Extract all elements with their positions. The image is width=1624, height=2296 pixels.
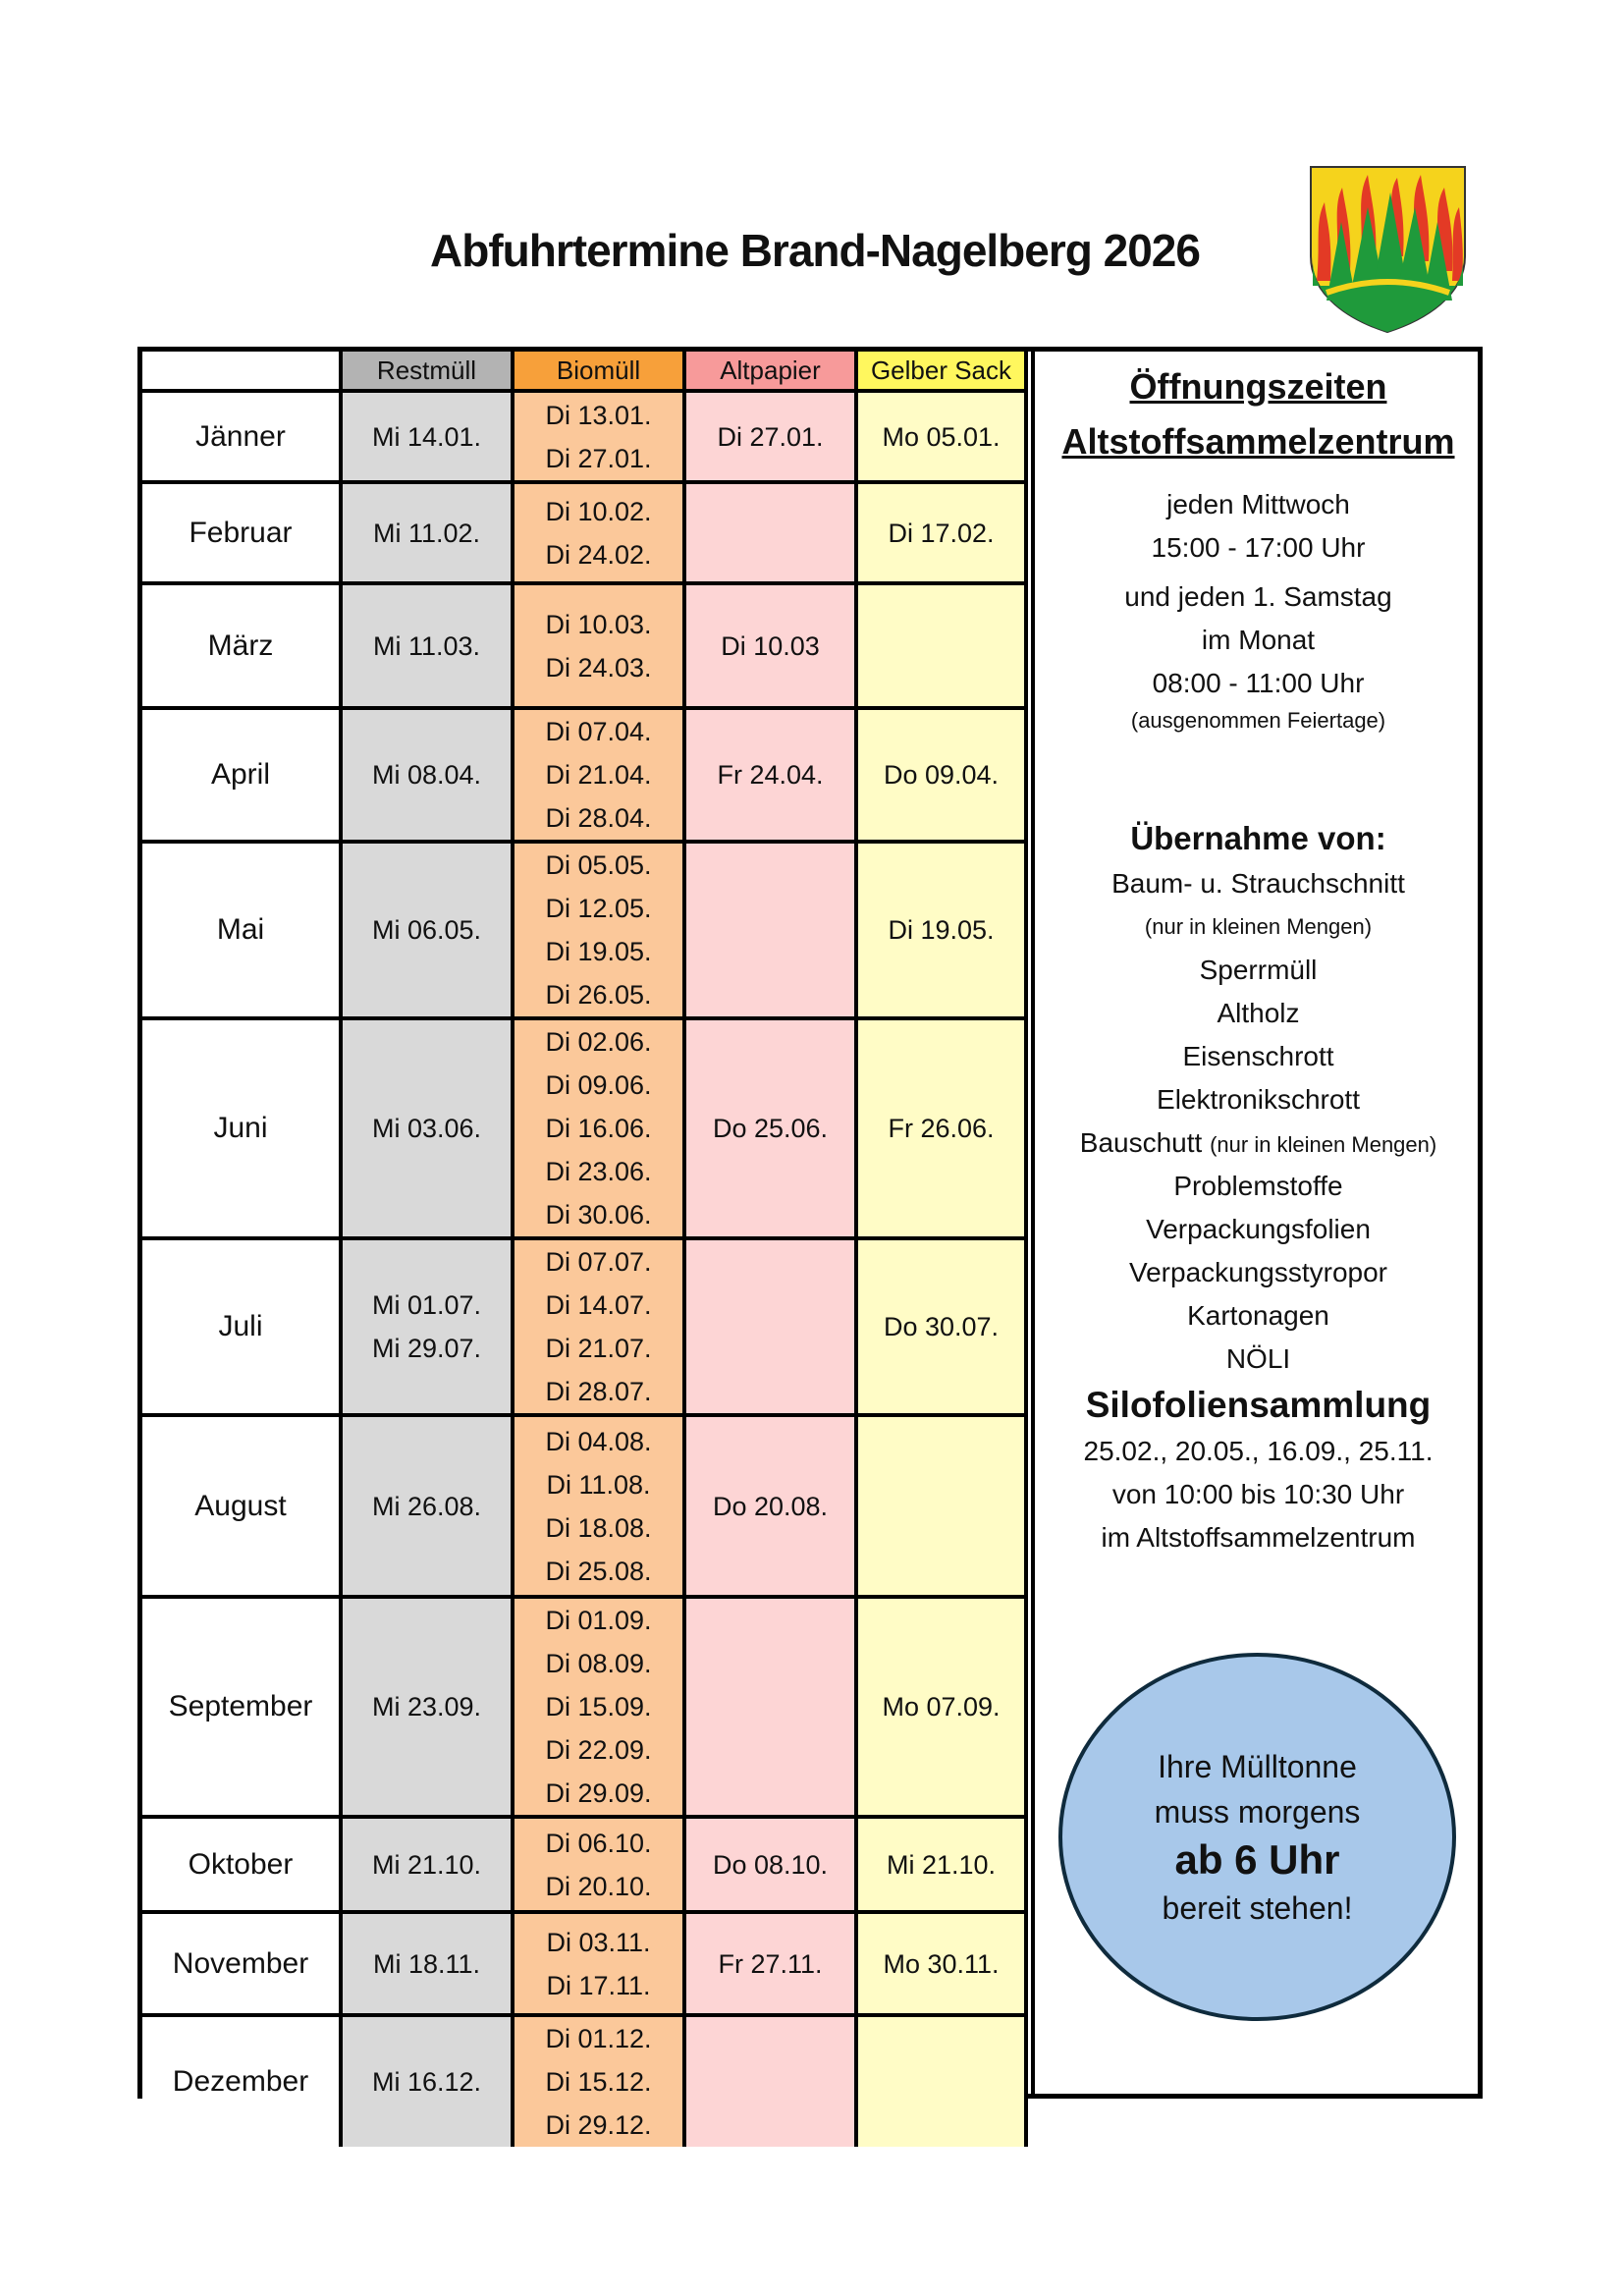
pickup-date: Mo 05.01. (882, 421, 1001, 452)
gelber-sack-cell (856, 1238, 1026, 1415)
acceptance-item: Bauschutt (nur in kleinen Mengen) (1079, 1127, 1437, 1158)
biomuell-cell (513, 708, 684, 842)
hours-line: und jeden 1. Samstag (1124, 581, 1392, 612)
table-row (142, 1817, 1026, 1912)
biomuell-cell (513, 391, 684, 482)
pickup-date: Di 29.12. (545, 2110, 652, 2140)
biomuell-cell (513, 1018, 684, 1238)
biomuell-cell (513, 1912, 684, 2015)
altpapier-cell (684, 1817, 856, 1912)
pickup-date: Di 01.12. (545, 2024, 652, 2053)
biomuell-cell (513, 482, 684, 583)
header-biomuell: Biomüll (513, 352, 684, 391)
month-cell: April (142, 708, 341, 842)
pickup-date: Di 05.05. (545, 850, 652, 880)
pickup-date: Di 19.05. (545, 937, 652, 966)
biomuell-cell (513, 842, 684, 1018)
restmuell-cell (341, 482, 513, 583)
notice-line: bereit stehen! (1162, 1889, 1353, 1926)
gelber-sack-cell (856, 482, 1026, 583)
restmuell-cell (341, 583, 513, 708)
header-restmuell: Restmüll (341, 352, 513, 391)
acceptance-item: Baum- u. Strauchschnitt (1111, 868, 1405, 899)
hours-line: jeden Mittwoch (1166, 489, 1350, 519)
pickup-date: Di 06.10. (545, 1828, 652, 1858)
altpapier-cell (684, 1912, 856, 2015)
collection-schedule-table (142, 352, 1028, 2147)
hours-note: (ausgenommen Feiertage) (1130, 708, 1386, 733)
acceptance-item: Eisenschrott (1182, 1041, 1334, 1071)
pickup-date: Di 09.06. (545, 1070, 652, 1100)
pickup-date: Mi 21.10. (886, 1849, 997, 1880)
silo-location: im Altstoffsammelzentrum (1101, 1522, 1416, 1553)
acceptance-note: (nur in kleinen Mengen) (1144, 914, 1373, 939)
pickup-date: Di 10.03 (721, 630, 820, 661)
table-row (142, 708, 1026, 842)
acceptance-item: Verpackungsstyropor (1128, 1257, 1388, 1287)
altpapier-cell (684, 1018, 856, 1238)
notice-line: muss morgens (1154, 1793, 1361, 1830)
pickup-date: Di 21.04. (545, 760, 652, 790)
table-row (142, 1238, 1026, 1415)
gelber-sack-cell (856, 1018, 1026, 1238)
pickup-date: Di 02.06. (545, 1027, 652, 1057)
pickup-date: Mi 11.02. (372, 518, 481, 548)
pickup-date: Di 26.05. (545, 980, 652, 1010)
month-cell: Februar (142, 482, 341, 583)
pickup-date: Do 25.06. (712, 1114, 829, 1143)
notice-line: Ihre Mülltonne (1158, 1748, 1357, 1784)
month-cell: Juni (142, 1018, 341, 1238)
month-cell: September (142, 1597, 341, 1817)
pickup-date: Mi 06.05. (371, 915, 482, 945)
altpapier-cell (684, 583, 856, 708)
pickup-date: Di 28.04. (545, 803, 652, 833)
table-row (142, 1415, 1026, 1597)
opening-hours-heading: Öffnungszeiten (1129, 366, 1387, 407)
acceptance-item: Elektronikschrott (1157, 1084, 1360, 1115)
gelber-sack-cell (856, 1415, 1026, 1597)
pickup-date: Do 08.10. (712, 1849, 829, 1880)
restmuell-cell (341, 391, 513, 482)
pickup-date: Mo 30.11. (883, 1948, 1000, 1979)
pickup-date: Mi 29.07. (371, 1334, 482, 1363)
acceptance-item: NÖLI (1225, 1343, 1291, 1374)
pickup-date: Di 28.07. (545, 1377, 652, 1406)
month-cell: Dezember (142, 2015, 341, 2147)
notice-circle (1058, 1653, 1456, 2021)
pickup-date: Di 16.06. (545, 1114, 652, 1143)
hours-line: 15:00 - 17:00 Uhr (1151, 532, 1366, 563)
altpapier-cell (684, 2015, 856, 2147)
pickup-date: Mi 16.12. (371, 2067, 482, 2097)
gelber-sack-cell (856, 1912, 1026, 2015)
biomuell-cell (513, 1817, 684, 1912)
pickup-date: Di 17.11. (546, 1970, 651, 2000)
pickup-date: Mi 26.08. (371, 1491, 482, 1521)
pickup-date: Di 07.07. (545, 1247, 652, 1277)
pickup-date: Di 27.01. (717, 421, 824, 452)
silo-heading: Silofoliensammlung (1085, 1385, 1432, 1425)
gelber-sack-cell (856, 1597, 1026, 1817)
month-cell: Jänner (142, 391, 341, 482)
gelber-sack-cell (856, 2015, 1026, 2147)
pickup-date: Di 15.12. (545, 2067, 652, 2097)
gelber-sack-cell (856, 391, 1026, 482)
restmuell-cell (341, 1817, 513, 1912)
altpapier-cell (684, 1238, 856, 1415)
restmuell-cell (341, 1912, 513, 2015)
altpapier-cell (684, 1415, 856, 1597)
acceptance-item: Altholz (1217, 998, 1300, 1028)
pickup-date: Di 12.05. (545, 894, 652, 923)
pickup-date: Di 22.09. (545, 1735, 652, 1765)
altpapier-cell (684, 708, 856, 842)
restmuell-cell (341, 1018, 513, 1238)
altpapier-cell (684, 1597, 856, 1817)
pickup-date: Di 17.02. (888, 518, 995, 548)
acceptance-item: Kartonagen (1187, 1300, 1329, 1331)
pickup-date: Di 03.11. (546, 1927, 651, 1957)
table-row (142, 583, 1026, 708)
pickup-date: Di 24.02. (545, 539, 652, 570)
pickup-date: Mi 03.06. (371, 1114, 482, 1143)
restmuell-cell (341, 1415, 513, 1597)
pickup-date: Di 29.09. (545, 1778, 652, 1808)
table-row (142, 842, 1026, 1018)
biomuell-cell (513, 1597, 684, 1817)
pickup-date: Mi 14.01. (371, 421, 482, 452)
month-cell: Oktober (142, 1817, 341, 1912)
silo-time: von 10:00 bis 10:30 Uhr (1111, 1479, 1405, 1509)
gelber-sack-cell (856, 583, 1026, 708)
gelber-sack-cell (856, 842, 1026, 1018)
pickup-date: Di 10.02. (545, 496, 652, 526)
month-cell: August (142, 1415, 341, 1597)
restmuell-cell (341, 2015, 513, 2147)
pickup-date: Mi 23.09. (371, 1692, 482, 1722)
pickup-date: Di 18.08. (545, 1512, 652, 1543)
restmuell-cell (341, 1238, 513, 1415)
table-row (142, 1912, 1026, 2015)
pickup-date: Di 27.01. (545, 443, 652, 473)
pickup-date: Di 01.09. (545, 1606, 652, 1635)
pickup-date: Di 14.07. (545, 1290, 652, 1320)
table-header-row (142, 352, 1026, 391)
header-gelber-sack: Gelber Sack (856, 352, 1026, 391)
table-row (142, 482, 1026, 583)
pickup-date: Mi 01.07. (371, 1290, 482, 1320)
pickup-date: Di 13.01. (545, 400, 652, 430)
altpapier-cell (684, 482, 856, 583)
pickup-date: Di 24.03. (545, 652, 652, 683)
table-row (142, 391, 1026, 482)
pickup-date: Di 30.06. (545, 1200, 652, 1230)
pickup-date: Mo 07.09. (882, 1692, 1001, 1722)
pickup-date: Di 08.09. (545, 1649, 652, 1678)
acceptance-item: Verpackungsfolien (1146, 1214, 1371, 1244)
pickup-date: Di 20.10. (545, 1871, 652, 1901)
gelber-sack-cell (856, 1817, 1026, 1912)
biomuell-cell (513, 583, 684, 708)
pickup-date: Di 23.06. (545, 1157, 652, 1186)
pickup-date: Mi 21.10. (371, 1849, 482, 1880)
month-cell: November (142, 1912, 341, 2015)
restmuell-cell (341, 708, 513, 842)
silo-dates: 25.02., 20.05., 16.09., 25.11. (1083, 1436, 1434, 1466)
acceptance-item: Sperrmüll (1199, 955, 1318, 985)
pickup-date: Di 11.08. (546, 1469, 651, 1500)
altpapier-cell (684, 391, 856, 482)
pickup-date: Di 15.09. (545, 1692, 652, 1722)
month-cell: Juli (142, 1238, 341, 1415)
pickup-date: Di 21.07. (545, 1334, 652, 1363)
month-cell: März (142, 583, 341, 708)
page-title: Abfuhrtermine Brand-Nagelberg 2026 (430, 225, 1200, 276)
biomuell-cell (513, 2015, 684, 2147)
gelber-sack-cell (856, 708, 1026, 842)
coat-of-arms-icon (1307, 163, 1469, 336)
table-row (142, 1018, 1026, 1238)
collection-center-heading: Altstoffsammelzentrum (1061, 421, 1455, 462)
hours-line: 08:00 - 11:00 Uhr (1152, 668, 1365, 698)
pickup-date: Fr 26.06. (888, 1114, 995, 1143)
pickup-date: Di 10.03. (545, 609, 652, 639)
pickup-date: Mi 18.11. (372, 1948, 481, 1979)
month-cell: Mai (142, 842, 341, 1018)
restmuell-cell (341, 1597, 513, 1817)
pickup-date: Fr 27.11. (718, 1948, 823, 1979)
restmuell-cell (341, 842, 513, 1018)
header-altpapier: Altpapier (684, 352, 856, 391)
pickup-date: Mi 08.04. (371, 760, 482, 790)
pickup-date: Di 04.08. (545, 1426, 652, 1456)
pickup-date: Do 30.07. (883, 1312, 1000, 1341)
acceptance-heading: Übernahme von: (1130, 820, 1386, 856)
pickup-date: Do 20.08. (712, 1491, 829, 1521)
acceptance-item: Problemstoffe (1173, 1171, 1343, 1201)
pickup-date: Di 19.05. (888, 915, 995, 945)
pickup-date: Fr 24.04. (717, 760, 824, 790)
biomuell-cell (513, 1415, 684, 1597)
pickup-date: Di 07.04. (545, 717, 652, 746)
hours-line: im Monat (1201, 625, 1316, 655)
pickup-date: Do 09.04. (883, 760, 1000, 790)
header-blank-cell (142, 352, 341, 391)
altpapier-cell (684, 842, 856, 1018)
pickup-date: Mi 11.03. (372, 630, 481, 661)
pickup-date: Di 25.08. (545, 1556, 652, 1586)
notice-highlight: ab 6 Uhr (1174, 1835, 1340, 1883)
biomuell-cell (513, 1238, 684, 1415)
table-row (142, 2015, 1026, 2147)
table-row (142, 1597, 1026, 1817)
